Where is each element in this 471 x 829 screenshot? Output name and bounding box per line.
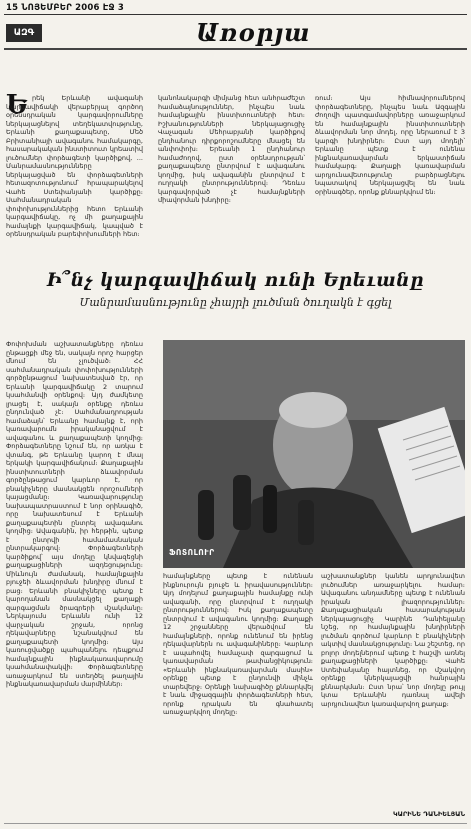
article-top-text-2: կանոնակարգի միմյանց հետ անհրաժեշտ համաձայնություններ, ինչպես նաև համայնքային ինստիտուտների հետ։ Իշխանությունների ներկայացուցիչ Վաչագան Մեհրաբյանի կարծիքով ընդհանուր դիրքորոշումները մնացել են անփոփոխ։ Երեւանի 1 ընդհանուր համաժողով, ըստ օրենսդրության՝ քաղաքապետը ընտրվում է ավագանու կողմից, իսկ ավագանին ընտրվում է ուղղակի ընտրություններով։ Դեռևս կարգավորված չէ համայնքների միավորման խնդիրը։ bbox=[158, 94, 305, 204]
article-lower-column-3 bbox=[321, 572, 465, 818]
article-top-text-3: ռում։ Այս հիմնավորումներով փորձագետները, ինչպես նաև Ազգային ժողովի պատգամավորները առաջարկում են համայնքային ինստիտուտների ձևավորման նոր մոդել, որը ներառում է 3 կարգի խնդիրներ։ Ըստ այդ մոդելի՝ Երևանը պետք է ունենա ինքնակառավարման երկաստիճան համակարգ։ Քաղաքի կառավարման արդյունավետությունը բարձրացնելու նպատակով ներկայացվել են նաև օրինագծեր, որոնք քննարկվում են։ bbox=[315, 94, 465, 196]
masthead-rule bbox=[4, 48, 467, 50]
article-top-column-3 bbox=[315, 94, 465, 250]
section-tab: ԱԶԳ bbox=[6, 24, 42, 42]
article-lower-column-2 bbox=[163, 572, 313, 818]
article-top-column-2 bbox=[158, 94, 305, 250]
article-top-column-1 bbox=[6, 90, 143, 250]
dateline: 15 ՆՈՅԵՄԲԵՐ 2006 ԷՋ 3 bbox=[6, 3, 125, 13]
article-photo bbox=[163, 340, 465, 568]
photo-credit: ՖՈՏՈԼՈՒՐ bbox=[169, 548, 215, 557]
article-byline: ԿԱՐԻՆԵ ԴԱՆԻԵԼՅԱՆ bbox=[392, 810, 465, 818]
photo-illustration bbox=[163, 340, 465, 568]
masthead: Առօրյա bbox=[196, 18, 311, 47]
article-lower-text-1: Փոփոխման աշխատանքները դեռևս ընթացքի մեջ են, սակայն որոշ հարցեր մնում են չլուծված։ ՀՀ սահմանադրական փոփոխությունների գործընթացում նախատեսված էր, որ Երևանի կարգավիճակը 2 տարում կսահմանվի օրենքով։ Այդ ժամկետը լրացել է, սակայն օրենքը դեռևս ընդունված չէ։ Սահմանադրության համաձայն՝ Երևանը համայնք է, որի կառավարումն իրականացվում է ավագանու և քաղաքապետի կողմից։ Փորձագետները նշում են, որ առկա է վտանգ, թե Երևանը կարող է մնալ երկակի կարգավիճակում։ Քաղաքային ինստիտուտների ձևավորման գործընթացում կարևոր է, որ բնակիչները մասնակցեն որոշումների կայացմանը։ Կառավարությունը նախապատրաստում է նոր օրինագիծ, որը նախատեսում է Երևանի քաղաքապետին ընտրել ավագանու կողմից։ Ավագանին, իր հերթին, պետք է ընտրվի համամասնական ընտրակարգով։ Փորձագետների կարծիքով՝ այս մոդելը կնվազեցնի քաղաքացիների ազդեցությունը։ Միևնույն ժամանակ, համայնքային բյուջեի ձևավորման խնդիրը մնում է բաց։ Երևանի բնակիչները պետք է կարողանան մասնակցել քաղաքի զարգացման ծրագրերի մշակմանը։ Ներկայումս Երևանն ունի 12 վարչական շրջան, որոնց ղեկավարները նշանակվում են քաղաքապետի կողմից։ Այս կառուցվածքը պահպանելու դեպքում համայնքային ինքնակառավարումը կսահմանափակվի։ Փորձագետները առաջարկում են ստեղծել թաղային ինքնակառավարման մարմիններ։ bbox=[6, 340, 143, 688]
article-top-text-1: րեկ Երևանի ավագանի կարգավիճակի վերաբերյալ գործող օրենսդրական կարգավորումները ներկայացնելով տեղեկատվությունը, Երևանի քաղաքապետը, Մեծ Բրիտանիայի ավագանու համակարգը, հասարակական ինստիտուտ կրեատիվ լուծումներ փորձագետի կարծիքով, ... Մանրամասնությունները ներկայացված են փորձագետների հետազոտությունում՝ հրապարակելով Վահե Ստեփանյանի կարծիքը։ Սահմանադրական փոփոխություններից հետո Երևանի կարգավիճակը, ոչ մի քաղաքային համայնքի կարգավիճակ, կապված է օրենսդրական բարեփոխումների հետ։ bbox=[6, 94, 143, 238]
article-lower-column-1 bbox=[6, 340, 143, 818]
bottom-rule bbox=[4, 823, 467, 824]
article-lower-text-2: համայնքները պետք է ունենան ինքնուրույն բյուջե և իրավասություններ։ Այդ մոդելում քաղաքային համայնքը ունի ավագանի, որը ընտրվում է ուղղակի ընտրություններով։ Իսկ քաղաքապետը ընտրվում է ավագանու կողմից։ Քաղաքի 12 շրջանները վերածվում են համայնքների, որոնք ունենում են իրենց ղեկավարներն ու ավագանիները։ Կարևոր է ապահովել համաչափ զարգացում և կառավարման թափանցիկություն։ «Երևանի ինքնակառավարման մասին» օրենքը պետք է ընդունվի մինչև տարեվերջ։ Օրենքի նախագիծը քննարկվել է նաև միջազգային փորձագետների հետ, որոնք դրական են գնահատել առաջարկվող մոդելը։ bbox=[163, 572, 313, 716]
article-title: Ի՞նչ կարգավիճակ ունի Երեւանը bbox=[46, 270, 425, 291]
dropcap: Ե bbox=[6, 90, 28, 120]
article-subtitle: Մանրամասնությունը չհայրի լուծման ծուղակն է գցել bbox=[79, 296, 392, 309]
top-rule bbox=[4, 14, 467, 15]
article-lower-text-3: աշխատանքներ կանեն արդյունավետ լուծումներ առաջարկելու համար։ Ավագանու անդամները պետք է ունենան իրական լիազորություններ։ Քաղաքացիական հասարակության ներկայացուցիչ Կարինե Դանիելյանը նշեց, որ համայնքային խնդիրների լուծման գործում կարևոր է բնակիչների ակտիվ մասնակցությունը։ Նա շեշտեց, որ բոլոր մոդելներում պետք է հաշվի առնել քաղաքացիների կարծիքը։ Վահե Ստեփանյանը հայտնեց, որ մշակվող օրենքը կներկայացվի հանրային քննարկման։ Ըստ նրա՝ նոր մոդելը թույլ կտա Երևանին դառնալ ավելի արդյունավետ կառավարվող քաղաք։ bbox=[321, 572, 465, 708]
